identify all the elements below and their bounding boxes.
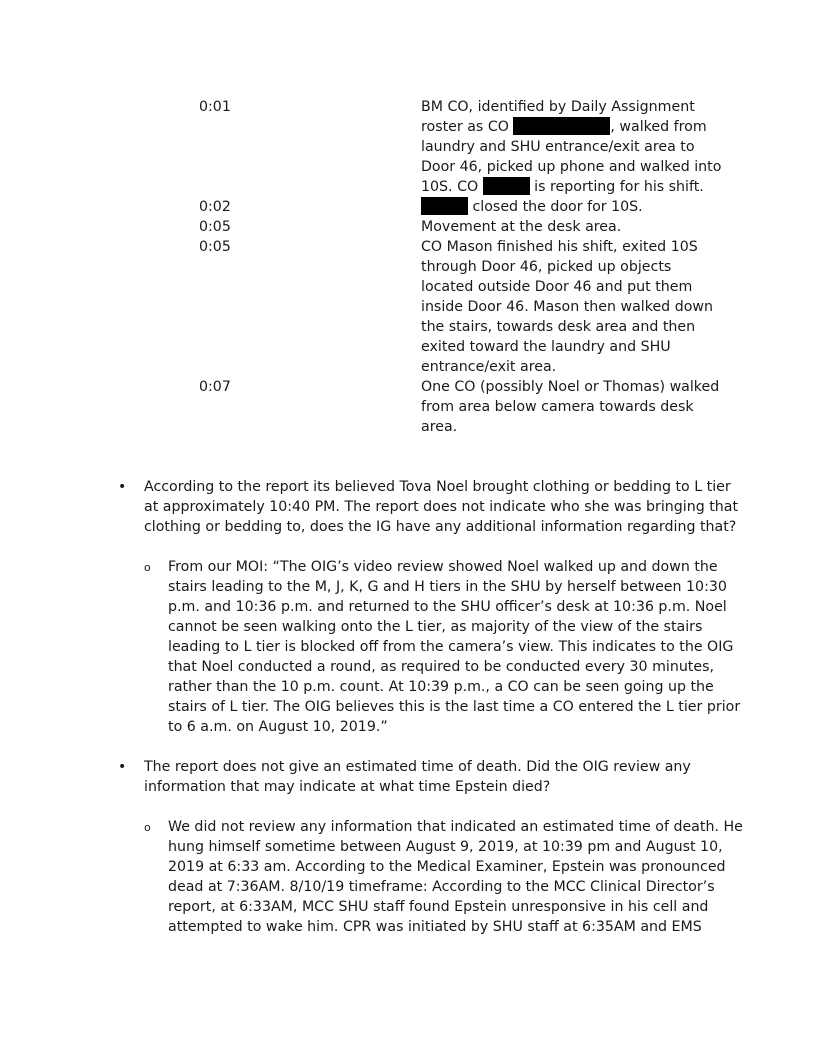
log-description <box>421 197 721 217</box>
text-line: rather than the 10 p.m. count. At 10:39 p.m., a CO can be seen going up the <box>168 679 714 695</box>
text-line <box>421 157 721 177</box>
log-description <box>421 217 721 237</box>
text-run: roster as CO <box>421 119 514 135</box>
sub-bullet-marker: o <box>144 821 151 834</box>
log-timestamp: 0:02 <box>199 199 231 215</box>
text-line <box>421 297 721 317</box>
text-run: 10S. CO <box>421 179 483 195</box>
text-line: stairs leading to the M, J, K, G and H tiers in the SHU by herself between 10:30 <box>168 579 727 595</box>
text-line: dead at 7:36AM. 8/10/19 timeframe: According to the MCC Clinical Director’s <box>168 879 715 895</box>
text-line <box>421 317 721 337</box>
text-line <box>421 217 721 237</box>
log-description <box>421 237 721 377</box>
question-text <box>144 477 739 537</box>
text-line <box>421 377 721 397</box>
text-run: Movement at the desk area. <box>421 219 622 235</box>
text-run: closed the door for 10S. <box>468 199 643 215</box>
text-line: From our MOI: “The OIG’s video review showed Noel walked up and down the <box>168 559 718 575</box>
text-line: cannot be seen walking onto the L tier, as majority of the view of the stairs <box>168 619 703 635</box>
text-line: clothing or bedding to, does the IG have any additional information regarding that? <box>144 519 737 535</box>
text-run: laundry and SHU entrance/exit area to <box>421 139 695 155</box>
text-line <box>421 337 721 357</box>
answer-text <box>168 817 743 937</box>
question-text <box>144 757 729 797</box>
text-run: , walked from <box>610 119 707 135</box>
text-run: Door 46, picked up phone and walked into <box>421 159 722 175</box>
text-line: to 6 a.m. on August 10, 2019.” <box>168 719 388 735</box>
text-line <box>421 257 721 277</box>
text-run: area. <box>421 419 458 435</box>
sub-bullet-marker: o <box>144 561 151 574</box>
text-run: from area below camera towards desk <box>421 399 694 415</box>
text-run: exited toward the laundry and SHU <box>421 339 671 355</box>
text-line <box>421 97 721 117</box>
text-line: report, at 6:33AM, MCC SHU staff found Epstein unresponsive in his cell and <box>168 899 709 915</box>
text-run: is reporting for his shift. <box>529 179 704 195</box>
text-line <box>421 197 721 217</box>
text-line <box>421 117 721 137</box>
bullet-marker: • <box>118 759 127 775</box>
log-timestamp: 0:05 <box>199 219 231 235</box>
text-line: attempted to wake him. CPR was initiated by SHU staff at 6:35AM and EMS <box>168 919 702 935</box>
log-timestamp: 0:01 <box>199 99 231 115</box>
text-line <box>421 357 721 377</box>
text-line <box>421 137 721 157</box>
text-run: inside Door 46. Mason then walked down <box>421 299 713 315</box>
text-run: through Door 46, picked up objects <box>421 259 672 275</box>
log-description <box>421 377 721 437</box>
text-line: stairs of L tier. The OIG believes this is the last time a CO entered the L tier prior <box>168 699 741 715</box>
text-line: The report does not give an estimated time of death. Did the OIG review any <box>144 759 691 775</box>
text-line <box>421 397 721 417</box>
text-run: entrance/exit area. <box>421 359 557 375</box>
text-line: p.m. and 10:36 p.m. and returned to the SHU officer’s desk at 10:36 p.m. Noel <box>168 599 727 615</box>
text-run: the stairs, towards desk area and then <box>421 319 696 335</box>
text-line <box>421 177 721 197</box>
text-line <box>421 237 721 257</box>
text-line: According to the report its believed Tova Noel brought clothing or bedding to L tier <box>144 479 731 495</box>
text-line: We did not review any information that indicated an estimated time of death. He <box>168 819 743 835</box>
log-timestamp: 0:05 <box>199 239 231 255</box>
text-line: information that may indicate at what time Epstein died? <box>144 779 551 795</box>
redaction-box <box>421 197 468 215</box>
text-line: that Noel conducted a round, as required to be conducted every 30 minutes, <box>168 659 715 675</box>
text-line: at approximately 10:40 PM. The report does not indicate who she was bringing that <box>144 499 739 515</box>
text-line: 2019 at 6:33 am. According to the Medical Examiner, Epstein was pronounced <box>168 859 726 875</box>
answer-text <box>168 557 741 737</box>
log-timestamp: 0:07 <box>199 379 231 395</box>
text-run: One CO (possibly Noel or Thomas) walked <box>421 379 720 395</box>
text-line <box>421 277 721 297</box>
text-line: leading to L tier is blocked off from the camera’s view. This indicates to the OIG <box>168 639 734 655</box>
text-run: located outside Door 46 and put them <box>421 279 693 295</box>
text-line <box>421 417 721 437</box>
text-run: BM CO, identified by Daily Assignment <box>421 99 695 115</box>
text-run: CO Mason finished his shift, exited 10S <box>421 239 698 255</box>
text-line: hung himself sometime between August 9, 2019, at 10:39 pm and August 10, <box>168 839 723 855</box>
log-description <box>421 97 721 197</box>
redaction-box <box>513 117 610 135</box>
bullet-marker: • <box>118 479 127 495</box>
redaction-box <box>483 177 530 195</box>
